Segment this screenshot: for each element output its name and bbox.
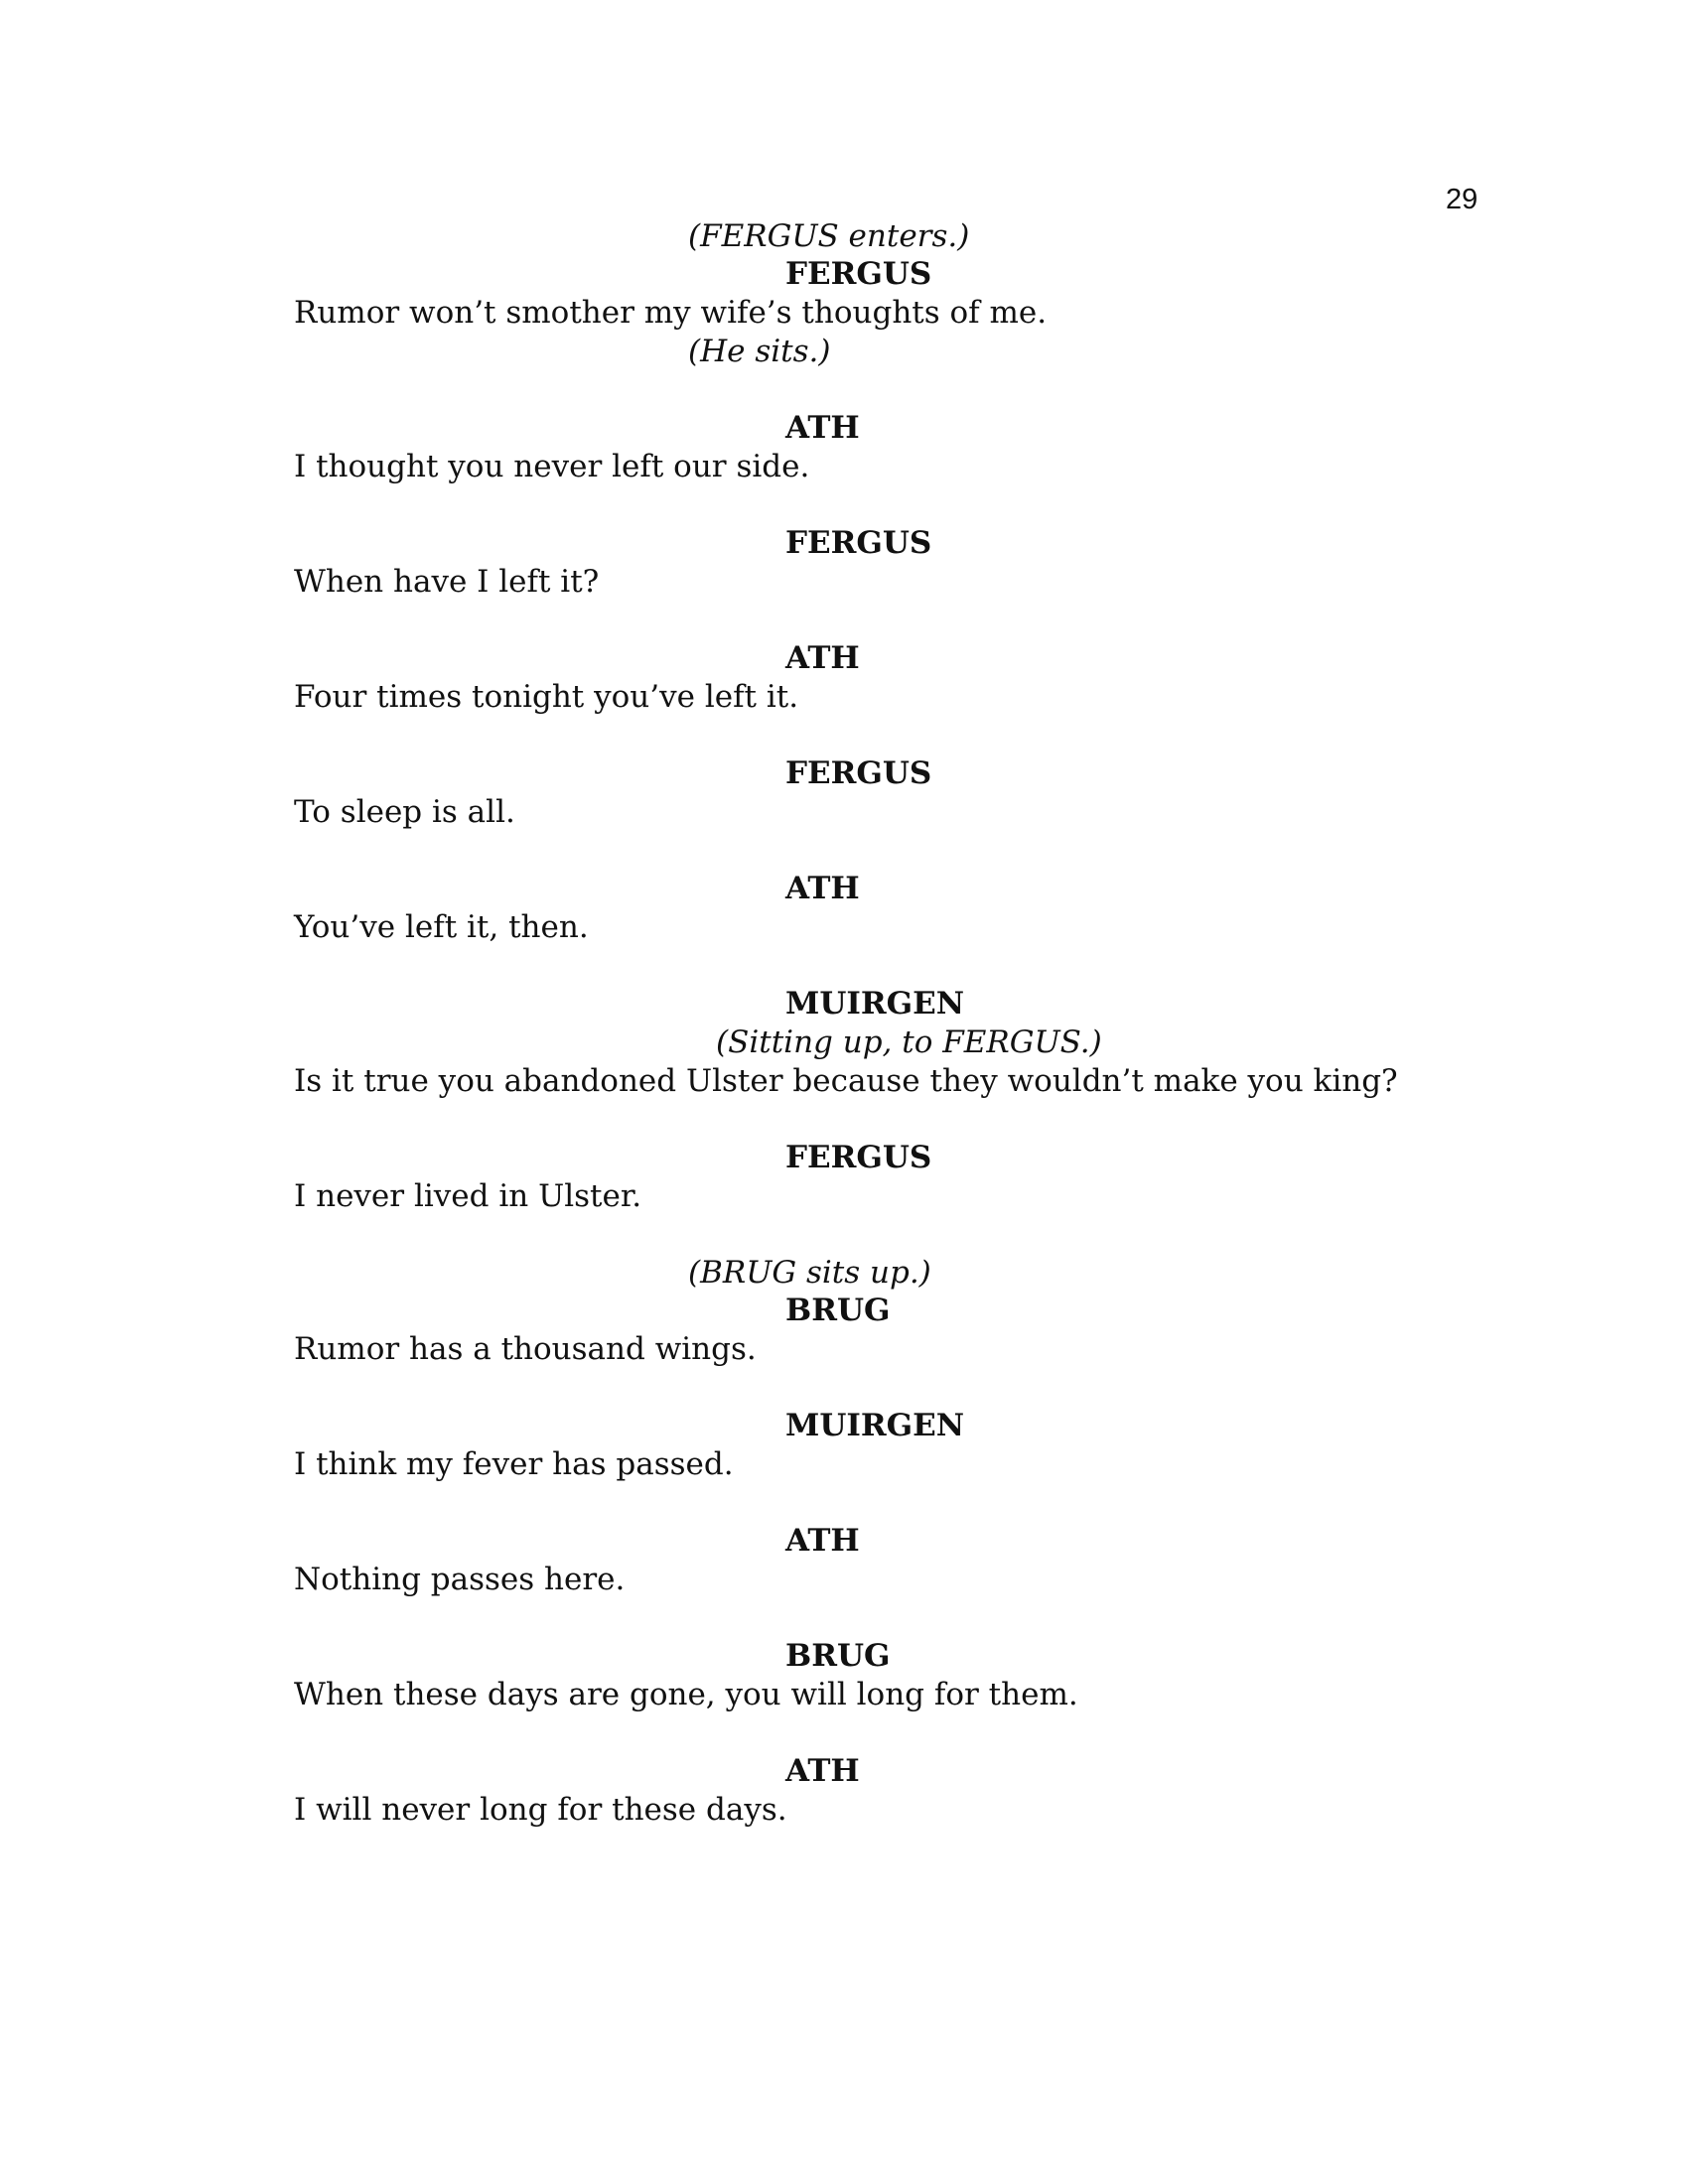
speaker-name: BRUG <box>785 1638 891 1674</box>
speaker-name: ATH <box>785 871 860 906</box>
stage-direction: (He sits.) <box>688 334 831 369</box>
dialogue-line: To sleep is all. <box>294 794 515 830</box>
dialogue-line: I think my fever has passed. <box>294 1446 734 1482</box>
speaker-name: ATH <box>785 1523 860 1559</box>
dialogue-line: I thought you never left our side. <box>294 449 810 484</box>
speaker-name: FERGUS <box>785 755 932 791</box>
dialogue-line: I will never long for these days. <box>294 1792 787 1828</box>
dialogue-line: I never lived in Ulster. <box>294 1178 642 1214</box>
speaker-name: FERGUS <box>785 1140 932 1175</box>
dialogue-line: When these days are gone, you will long for them. <box>294 1677 1078 1712</box>
speaker-name: ATH <box>785 640 860 676</box>
dialogue-line: When have I left it? <box>294 564 600 600</box>
dialogue-line: Four times tonight you’ve left it. <box>294 679 799 715</box>
speaker-name: MUIRGEN <box>785 986 965 1022</box>
dialogue-line: You’ve left it, then. <box>294 909 589 945</box>
stage-direction: (BRUG sits up.) <box>688 1255 931 1291</box>
speaker-name: ATH <box>785 410 860 446</box>
dialogue-line: Rumor has a thousand wings. <box>294 1331 757 1367</box>
dialogue-line: Is it true you abandoned Ulster because they wouldn’t make you king? <box>294 1063 1398 1099</box>
speaker-name: BRUG <box>785 1293 891 1328</box>
speaker-name: ATH <box>785 1753 860 1789</box>
dialogue-line: Rumor won’t smother my wife’s thoughts of me. <box>294 295 1048 331</box>
dialogue-line: Nothing passes here. <box>294 1562 626 1597</box>
stage-direction: (Sitting up, to FERGUS.) <box>716 1024 1102 1060</box>
stage-direction: (FERGUS enters.) <box>688 218 970 254</box>
page-number: 29 <box>1446 184 1478 215</box>
speaker-name: MUIRGEN <box>785 1408 965 1443</box>
speaker-name: FERGUS <box>785 256 932 292</box>
speaker-name: FERGUS <box>785 525 932 561</box>
